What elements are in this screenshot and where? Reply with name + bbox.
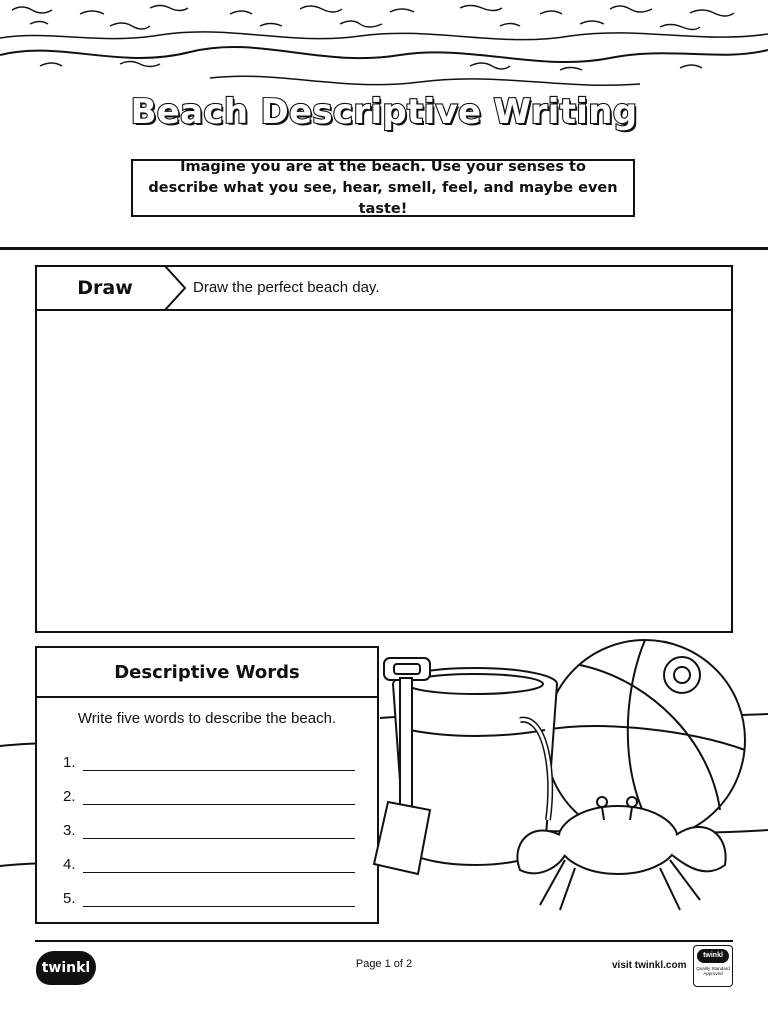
descriptive-words-heading: Descriptive Words [37,648,377,698]
twinkl-logo[interactable]: twinkl [36,951,96,985]
word-line[interactable] [63,737,377,771]
draw-instruction: Draw the perfect beach day. [193,279,380,296]
word-line[interactable] [63,873,377,907]
write-line[interactable] [83,824,355,839]
page-number: Page 1 of 2 [355,958,413,970]
word-lines [37,737,377,907]
draw-panel[interactable] [35,265,733,633]
line-number: 5. [63,890,76,907]
page-title: Beach Descriptive Writing [130,92,638,132]
section-divider [0,247,768,250]
visit-link[interactable]: visit twinkl.com [612,960,687,971]
footer-divider [35,940,733,942]
write-line[interactable] [83,858,355,873]
line-number: 3. [63,822,76,839]
chevron-right-icon [163,266,189,310]
intro-instructions: Imagine you are at the beach. Use your senses to describe what you see, hear, smell, feel, and maybe even taste! [131,159,635,217]
write-line[interactable] [83,790,355,805]
badge-logo: twinkl [697,949,729,963]
write-line[interactable] [83,756,355,771]
word-line[interactable] [63,771,377,805]
descriptive-words-instruction: Write five words to describe the beach. [77,710,337,727]
beach-toys-illustration [370,620,768,920]
draw-header [37,267,731,311]
word-line[interactable] [63,839,377,873]
badge-text: Quality Standard Approved [696,966,730,976]
word-line[interactable] [63,805,377,839]
line-number: 2. [63,788,76,805]
descriptive-words-panel [35,646,379,924]
write-line[interactable] [83,892,355,907]
draw-label: Draw [77,277,133,299]
quality-badge [693,945,733,987]
line-number: 4. [63,856,76,873]
line-number: 1. [63,754,76,771]
